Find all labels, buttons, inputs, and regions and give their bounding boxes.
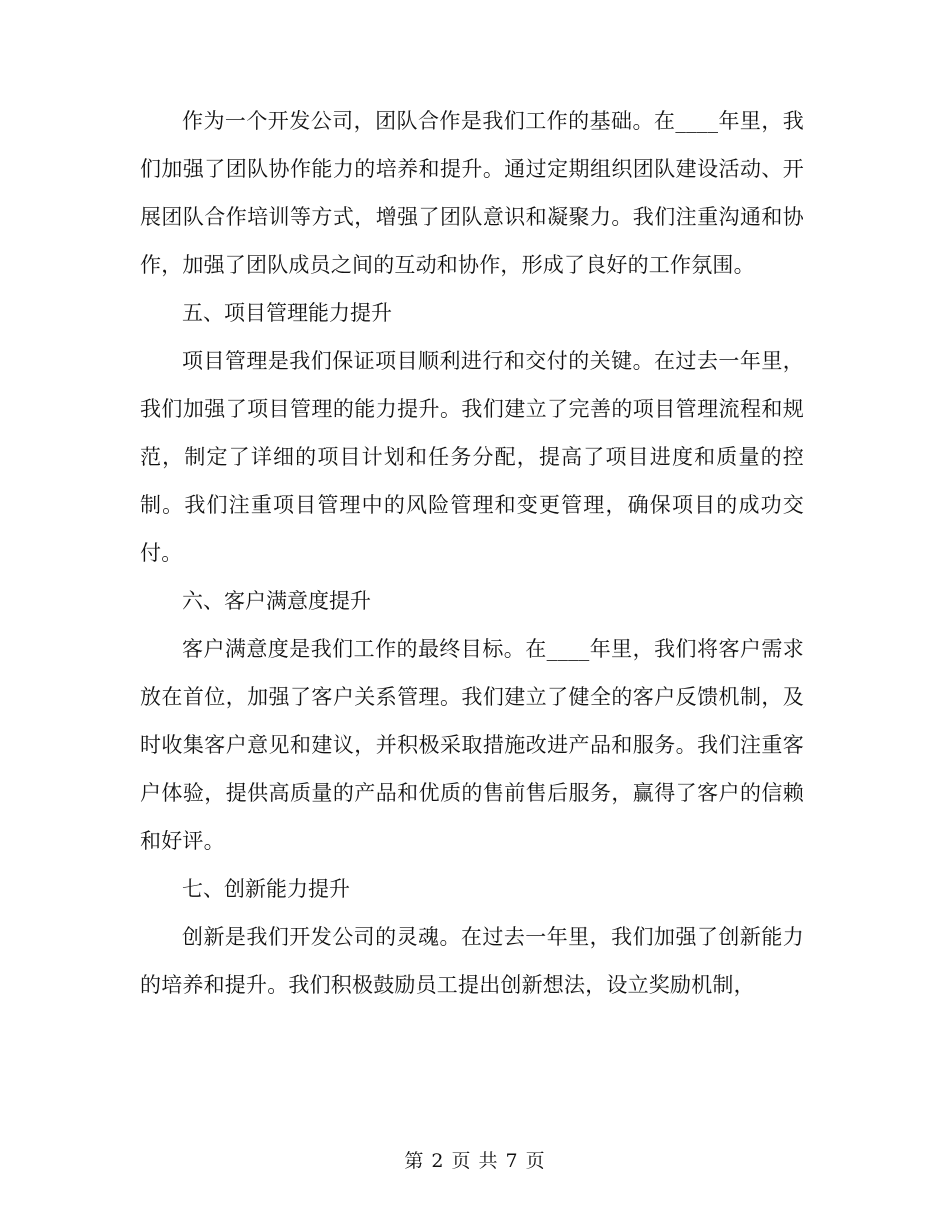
paragraph-customer-satisfaction: 客户满意度是我们工作的最终目标。在____年里，我们将客户需求放在首位，加强了客户关系管理。我们建立了健全的客户反馈机制，及时收集客户意见和建议，并积极采取措施改进产品和服务。我们注重客户体验，提供高质量的产品和优质的售前售后服务，赢得了客户的信赖和好评。 <box>140 637 804 853</box>
section-heading-project-management: 五、项目管理能力提升 <box>182 301 392 325</box>
paragraph-innovation: 创新是我们开发公司的灵魂。在过去一年里，我们加强了创新能力的培养和提升。我们积极鼓励员工提出创新想法，设立奖励机制， <box>140 925 804 997</box>
paragraph-teamwork: 作为一个开发公司，团队合作是我们工作的基础。在____年里，我们加强了团队协作能力的培养和提升。通过定期组织团队建设活动、开展团队合作培训等方式，增强了团队意识和凝聚力。我们注重沟通和协作，加强了团队成员之间的互动和协作，形成了良好的工作氛围。 <box>140 109 804 277</box>
paragraph-project-management: 项目管理是我们保证项目顺利进行和交付的关键。在过去一年里，我们加强了项目管理的能力提升。我们建立了完善的项目管理流程和规范，制定了详细的项目计划和任务分配，提高了项目进度和质量的控制。我们注重项目管理中的风险管理和变更管理，确保项目的成功交付。 <box>140 349 804 565</box>
section-heading-customer-satisfaction: 六、客户满意度提升 <box>182 589 371 613</box>
page-number-footer: 第 2 页 共 7 页 <box>404 1150 546 1172</box>
document-body <box>140 97 804 1009</box>
section-heading-innovation: 七、创新能力提升 <box>182 877 350 901</box>
